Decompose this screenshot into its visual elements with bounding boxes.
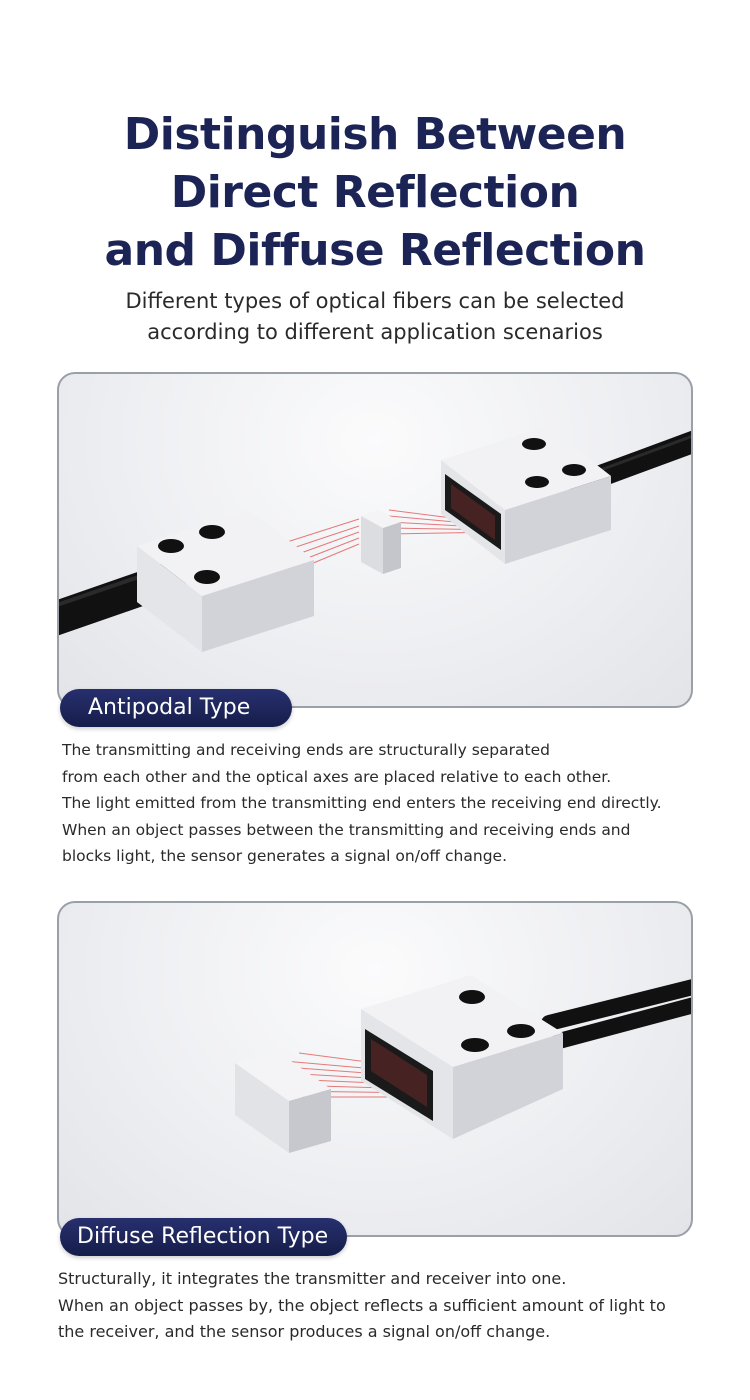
title-line-1: Distinguish Between [123,109,627,160]
receiver-block [441,426,611,564]
diffuse-sensor-image [59,903,693,1237]
title-line-2: Direct Reflection [170,167,580,218]
reflector-plate [235,1051,331,1153]
page-title [0,106,750,280]
page-subtitle [0,286,750,348]
subtitle-line-2: according to different application scenarios [147,320,603,344]
subtitle-line-1: Different types of optical fibers can be selected [125,289,625,313]
title-line-3: and Diffuse Reflection [104,225,646,276]
antipodal-type-label: Antipodal Type [60,689,292,727]
diffuse-description-line: Structurally, it integrates the transmitter and receiver into one. [58,1269,567,1288]
antipodal-description-line: from each other and the optical axes are placed relative to each other. [62,767,612,786]
transmitter-block [137,510,314,652]
antipodal-description [62,737,722,870]
antipodal-description-line: blocks light, the sensor generates a signal on/off change. [62,847,508,865]
diffuse-description-line: the receiver, and the sensor produces a signal on/off change. [58,1322,551,1341]
antipodal-description-line: When an object passes between the transmitting and receiving ends and [62,820,631,839]
diffuse-description-line: When an object passes by, the object reflects a sufficient amount of light to [58,1295,666,1315]
antipodal-sensor-image [59,374,693,708]
antipodal-description-line: The transmitting and receiving ends are structurally separated [62,741,550,759]
sensor-block [361,975,563,1139]
antipodal-illustration [57,372,693,708]
antipodal-description-line: The light emitted from the transmitting end enters the receiving end directly. [62,794,662,812]
diffuse-reflection-type-label: Diffuse Reflection Type [60,1218,347,1256]
obstacle-block [361,510,401,574]
diffuse-reflection-illustration [57,901,693,1237]
diffuse-description [58,1266,718,1346]
